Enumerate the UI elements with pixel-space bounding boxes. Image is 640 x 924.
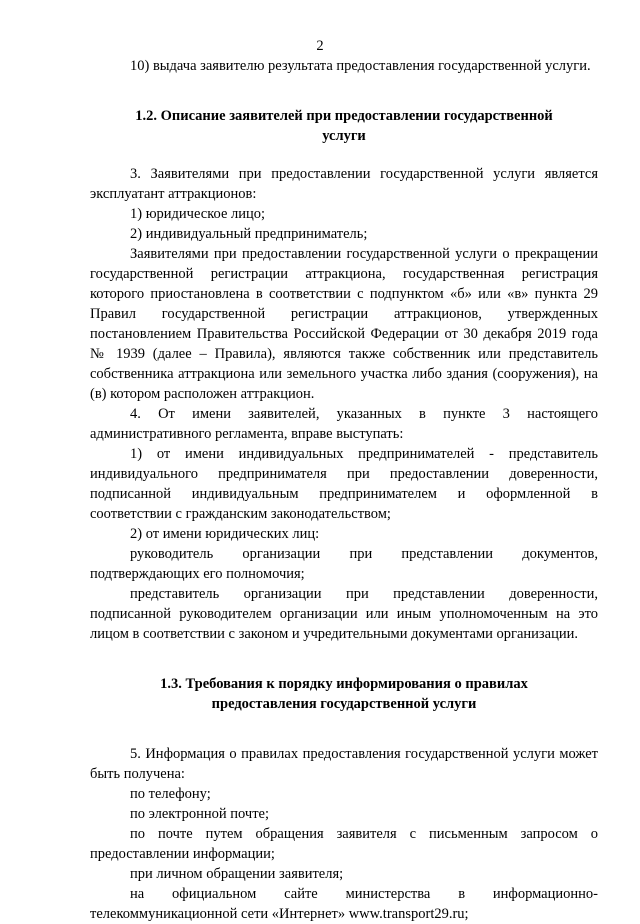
list-item-personal-visit: при личном обращении заявителя; (130, 866, 344, 882)
paragraph-item-10: 10) выдача заявителю результата предоставления государственной услуги. (130, 58, 591, 74)
paragraph-4-item-1: 1) от имени индивидуальных предпринимателей - представитель индивидуального предпринимателя при предоставлении доверенности, подписанной индивидуальным предпринимателем и оформленной в соответствии с гражданским законодательством; (90, 446, 598, 522)
paragraph-3: 3. Заявителями при предоставлении государственной услуги является эксплуатант аттракционов: (90, 166, 598, 202)
list-item-website: на официальном сайте министерства в информационно-телекоммуникационной сети «Интернет» www.transport29.ru; (90, 886, 598, 922)
list-item-entrepreneur: 2) индивидуальный предприниматель; (130, 226, 368, 242)
paragraph-4: 4. От имени заявителей, указанных в пункте 3 настоящего административного регламента, вправе выступать: (90, 406, 598, 442)
list-item-legal-entity: 1) юридическое лицо; (130, 206, 266, 222)
page-number: 2 (316, 38, 324, 54)
paragraph-4-item-2-representative: представитель организации при представлении доверенности, подписанной руководителем организации или иным уполномоченным на это лицом в соответствии с законом и учредительными документами организации. (90, 586, 598, 642)
document-body (90, 56, 598, 924)
paragraph-3-continuation: Заявителями при предоставлении государственной услуги о прекращении государственной регистрации аттракциона, государственная регистрация которого приостановлена в соответствии с подпунктом «б» или «в» пункта 29 Правил государственной регистрации аттракционов, утвержденных постановлением Правительства Российской Федерации от 30 декабря 2019 года № 1939 (далее – Правила), являются также собственник или представитель собственника аттракциона или земельного участка либо здания (сооружения), на (в) котором расположен аттракцион. (90, 246, 598, 402)
paragraph-4-item-2: 2) от имени юридических лиц: (130, 526, 320, 542)
section-heading-1-2: 1.2. Описание заявителей при предоставлении государственной услуги (135, 108, 553, 144)
list-item-post: по почте путем обращения заявителя с письменным запросом о предоставлении информации; (90, 826, 598, 862)
paragraph-5: 5. Информация о правилах предоставления государственной услуги может быть получена: (90, 746, 598, 782)
paragraph-4-item-2-head: руководитель организации при представлении документов, подтверждающих его полномочия; (90, 546, 598, 582)
section-heading-1-3: 1.3. Требования к порядку информирования о правилах предоставления государственной услуги (160, 676, 528, 712)
list-item-email: по электронной почте; (130, 806, 270, 822)
list-item-phone: по телефону; (130, 786, 211, 802)
